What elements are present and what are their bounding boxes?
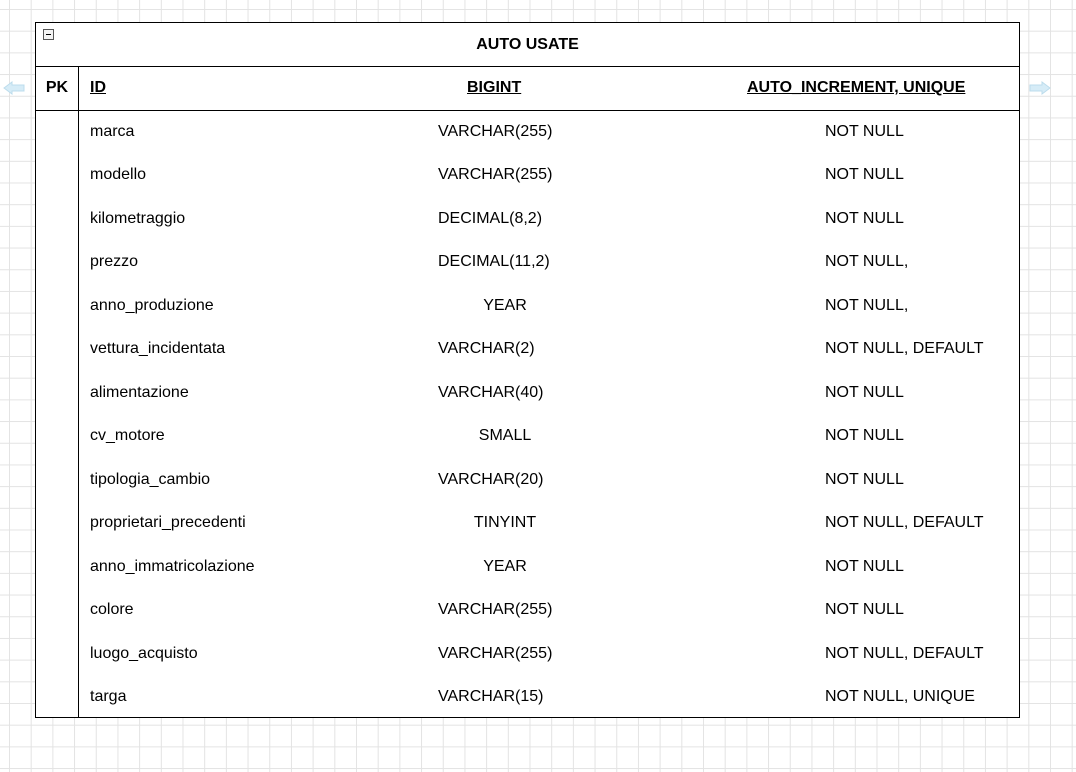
column-type: VARCHAR(15) — [438, 688, 544, 706]
table-row[interactable] — [36, 545, 1019, 589]
table-row[interactable] — [36, 371, 1019, 415]
table-row[interactable] — [36, 328, 1019, 372]
column-type: VARCHAR(255) — [438, 122, 553, 140]
table-row[interactable] — [36, 632, 1019, 676]
column-constraints: NOT NULL — [825, 557, 904, 575]
column-name: anno_produzione — [90, 296, 214, 314]
column-type: DECIMAL(8,2) — [438, 209, 543, 227]
column-name: marca — [90, 122, 135, 140]
table-row[interactable] — [36, 154, 1019, 198]
column-constraints: NOT NULL — [825, 427, 904, 445]
column-type: VARCHAR(40) — [438, 383, 544, 401]
column-constraints: NOT NULL, — [825, 253, 909, 271]
pk-column-constraints: AUTO_INCREMENT, UNIQUE — [747, 79, 966, 96]
column-name: prezzo — [90, 253, 139, 271]
table-row[interactable] — [36, 502, 1019, 546]
table-title: AUTO USATE — [476, 36, 579, 53]
primary-key-row[interactable] — [36, 66, 1019, 110]
column-constraints: NOT NULL, DEFAULT — [825, 340, 984, 358]
table-row[interactable] — [36, 415, 1019, 459]
column-name: kilometraggio — [90, 209, 186, 227]
column-type: TINYINT — [473, 514, 537, 532]
pk-column-name: ID — [90, 79, 106, 96]
column-name: luogo_acquisto — [90, 644, 198, 662]
column-type: YEAR — [483, 296, 527, 314]
table-row[interactable] — [36, 458, 1019, 502]
table-row[interactable] — [36, 284, 1019, 328]
column-name: alimentazione — [90, 383, 189, 401]
column-type: YEAR — [483, 557, 527, 575]
column-type: SMALL — [478, 427, 532, 445]
column-name: tipologia_cambio — [90, 470, 211, 488]
column-constraints: NOT NULL — [825, 166, 904, 184]
pk-column-type: BIGINT — [467, 79, 522, 96]
table-row[interactable] — [36, 110, 1019, 154]
column-name: modello — [90, 166, 147, 184]
column-type: DECIMAL(11,2) — [438, 253, 550, 271]
column-name: colore — [90, 601, 134, 619]
column-type: VARCHAR(2) — [438, 340, 535, 358]
pk-label: PK — [45, 79, 69, 96]
column-name: targa — [90, 688, 127, 706]
column-constraints: NOT NULL — [825, 383, 904, 401]
column-constraints: NOT NULL — [825, 601, 904, 619]
column-name: anno_immatricolazione — [90, 557, 255, 575]
right-connector-arrow-icon[interactable] — [1028, 80, 1052, 96]
left-connector-arrow-icon[interactable] — [2, 80, 26, 96]
column-constraints: NOT NULL, DEFAULT — [825, 644, 984, 662]
column-type: VARCHAR(255) — [438, 644, 553, 662]
column-constraints: NOT NULL, DEFAULT — [825, 514, 984, 532]
column-constraints: NOT NULL, — [825, 296, 909, 314]
column-type: VARCHAR(255) — [438, 601, 553, 619]
table-row[interactable] — [36, 241, 1019, 285]
column-name: proprietari_precedenti — [90, 514, 246, 532]
column-constraints: NOT NULL — [825, 470, 904, 488]
column-type: VARCHAR(255) — [438, 166, 553, 184]
column-constraints: NOT NULL, UNIQUE — [825, 688, 975, 706]
column-type: VARCHAR(20) — [438, 470, 544, 488]
table-row[interactable] — [36, 676, 1019, 720]
entity-table-auto-usate[interactable] — [35, 22, 1020, 718]
table-row[interactable] — [36, 197, 1019, 241]
column-name: vettura_incidentata — [90, 340, 226, 358]
column-constraints: NOT NULL — [825, 122, 904, 140]
table-row[interactable] — [36, 589, 1019, 633]
column-constraints: NOT NULL — [825, 209, 904, 227]
column-name: cv_motore — [90, 427, 165, 445]
